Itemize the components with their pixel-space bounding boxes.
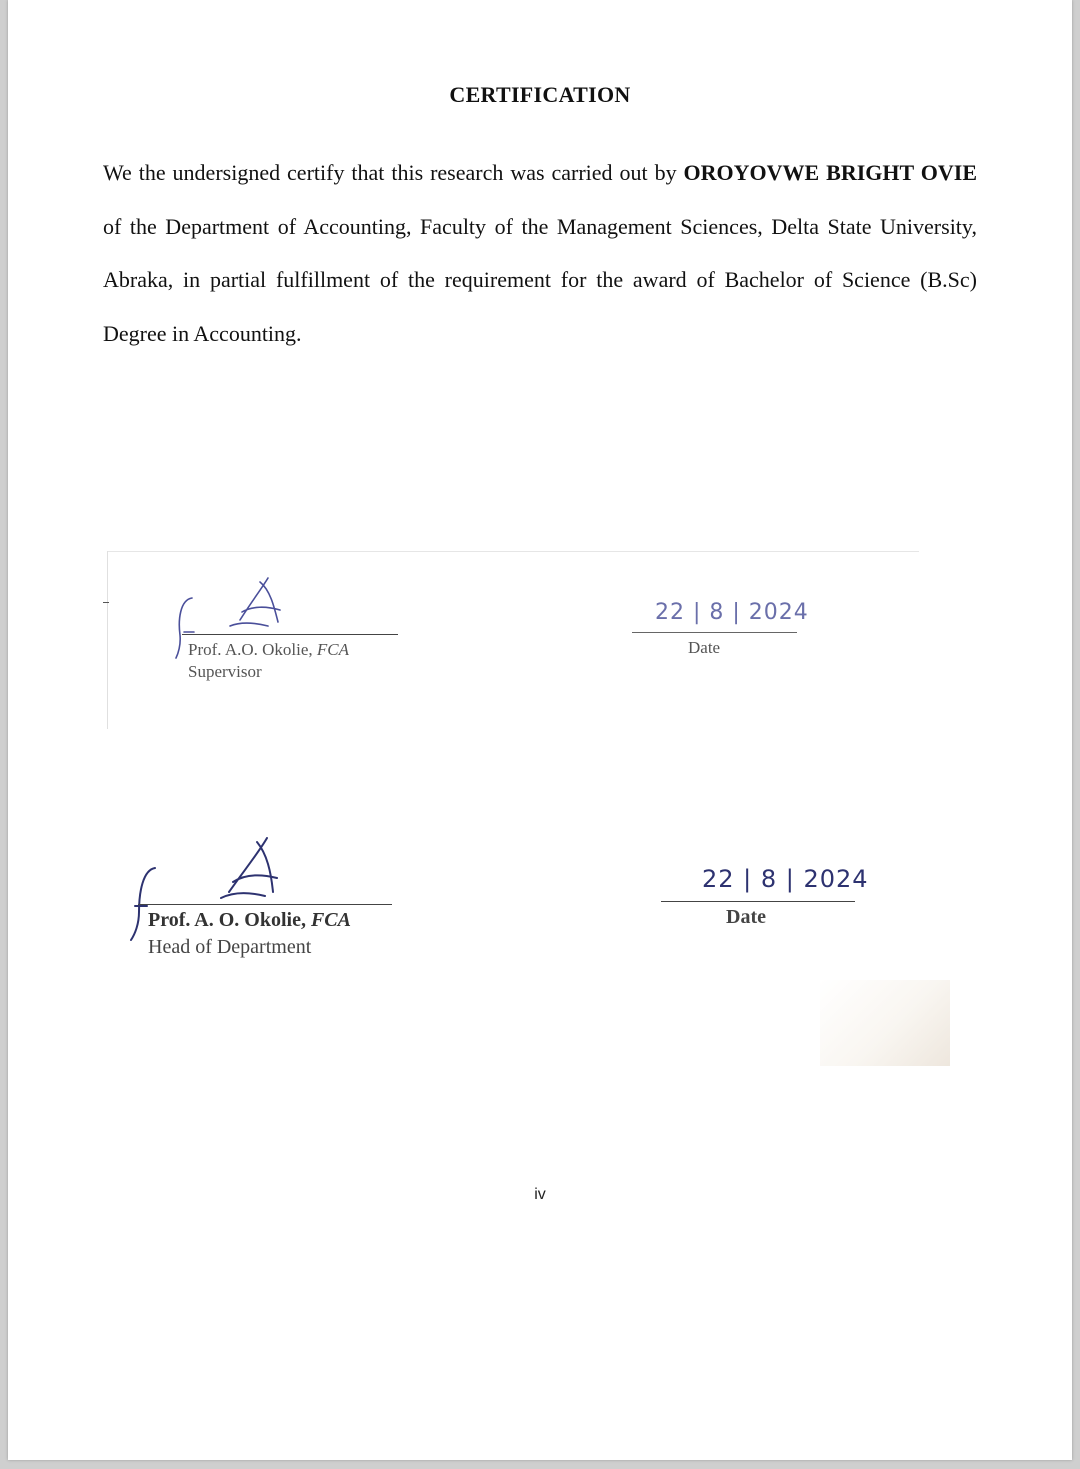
hod-name: Prof. A. O. Okolie, FCA xyxy=(148,909,351,931)
hod-signature-line xyxy=(138,904,392,905)
margin-tick xyxy=(103,602,109,603)
supervisor-date-line xyxy=(632,632,797,633)
supervisor-handwritten-date: 22 | 8 | 2024 xyxy=(655,600,809,625)
hod-date-line xyxy=(661,901,855,902)
page-number: iv xyxy=(534,1186,546,1203)
supervisor-date-label: Date xyxy=(688,638,721,657)
certification-paragraph xyxy=(103,146,977,360)
supervisor-name: Prof. A.O. Okolie, FCA xyxy=(188,640,350,659)
student-name: OROYOVWE BRIGHT OVIE xyxy=(683,160,977,185)
hod-handwritten-date: 22 | 8 | 2024 xyxy=(702,865,869,893)
paragraph-intro: We the undersigned certify that this research was carried out by xyxy=(103,160,684,185)
page-title: CERTIFICATION xyxy=(449,82,631,107)
signature-frame-top xyxy=(107,551,919,552)
signature-frame-left xyxy=(107,551,108,729)
supervisor-role: Supervisor xyxy=(188,662,262,681)
supervisor-signature-line xyxy=(182,634,398,635)
scan-smudge xyxy=(820,980,950,1066)
hod-date-label: Date xyxy=(726,906,766,928)
paragraph-rest: of the Department of Accounting, Faculty of the Management Sciences, Delta State University, Abraka, in partial fulfillment of the requirement for the award of Bachelor of Science (B.Sc) Degree in Accounting. xyxy=(103,213,977,346)
hod-role: Head of Department xyxy=(148,936,312,958)
